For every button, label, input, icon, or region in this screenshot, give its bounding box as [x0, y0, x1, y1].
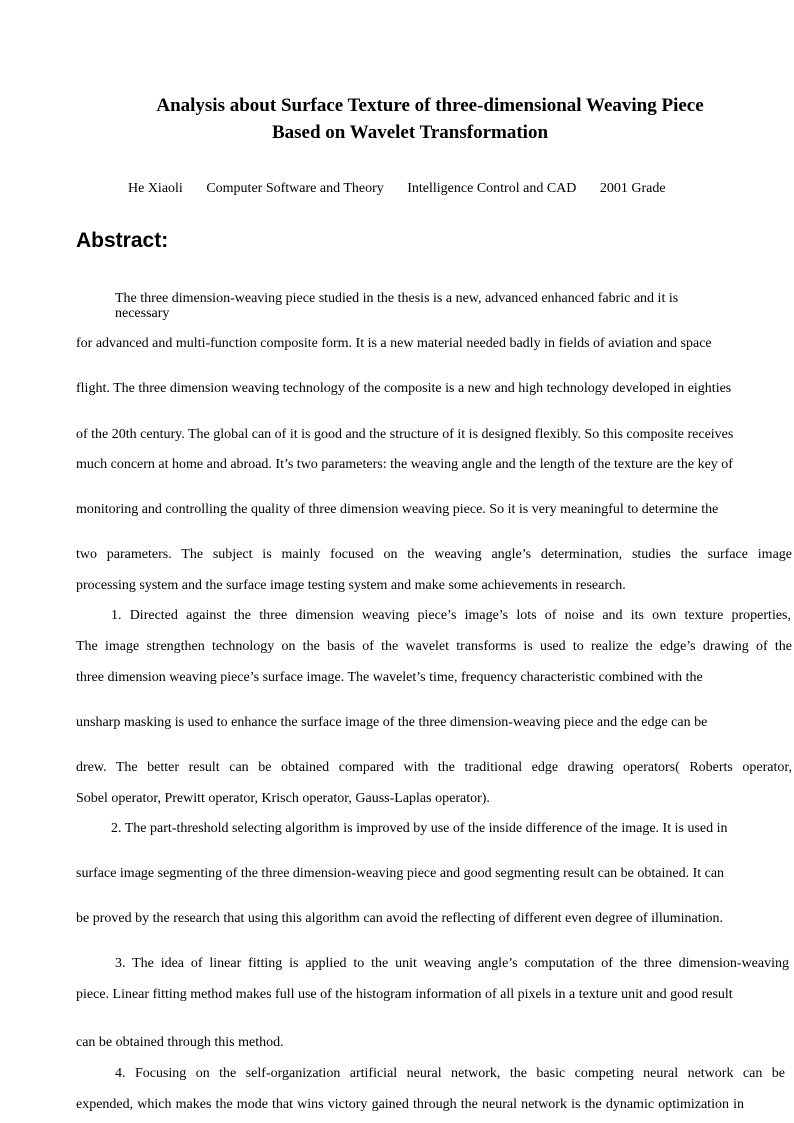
abstract-line: The image strengthen technology on the basis of the wavelet transforms is used to realize the edge’s drawing of the [76, 639, 792, 654]
abstract-line: flight. The three dimension weaving technology of the composite is a new and high technology developed in eighties [76, 381, 732, 396]
abstract-line: much concern at home and abroad. It’s two parameters: the weaving angle and the length of the texture are the key of [76, 457, 733, 472]
abstract-line: processing system and the surface image testing system and make some achievements in research. [76, 578, 626, 593]
abstract-line: for advanced and multi-function composite form. It is a new material needed badly in fields of aviation and space [76, 336, 712, 351]
author-direction: Intelligence Control and CAD [407, 181, 577, 196]
author-grade: 2001 Grade [599, 181, 666, 196]
abstract-line: Sobel operator, Prewitt operator, Krisch operator, Gauss-Laplas operator). [76, 791, 490, 806]
abstract-line: be proved by the research that using this algorithm can avoid the reflecting of different even degree of illumination. [76, 911, 724, 926]
abstract-line: unsharp masking is used to enhance the surface image of the three dimension-weaving piece and the edge can be [76, 715, 708, 730]
abstract-line: drew. The better result can be obtained compared with the traditional edge drawing operators( Roberts operator, [76, 760, 792, 775]
abstract-line: monitoring and controlling the quality of three dimension weaving piece. So it is very meaningful to determine the [76, 502, 719, 517]
abstract-line: 2. The part-threshold selecting algorithm is improved by use of the inside difference of the image. It is used in [111, 821, 728, 836]
abstract-heading: Abstract: [76, 229, 169, 252]
paper-title-line-2: Based on Wavelet Transformation [271, 122, 549, 143]
author-info [128, 181, 686, 197]
abstract-line: 1. Directed against the three dimension weaving piece’s image’s lots of noise and its own texture properties, [111, 608, 791, 623]
abstract-line: of the 20th century. The global can of it is good and the structure of it is designed flexibly. So this composite receives [76, 427, 734, 442]
abstract-line: can be obtained through this method. [76, 1035, 284, 1050]
abstract-line: 3. The idea of linear fitting is applied to the unit weaving angle’s computation of the three dimension-weaving [115, 956, 789, 971]
abstract-line: expended, which makes the mode that wins victory gained through the neural network is the dynamic optimization in [76, 1097, 744, 1112]
abstract-line: piece. Linear fitting method makes full use of the histogram information of all pixels in a texture unit and good result [76, 987, 733, 1002]
abstract-line: The three dimension-weaving piece studied in the thesis is a new, advanced enhanced fabric and it is necessary [115, 291, 679, 321]
paper-title-line-1: Analysis about Surface Texture of three-dimensional Weaving Piece [156, 95, 704, 116]
abstract-line: two parameters. The subject is mainly focused on the weaving angle’s determination, studies the surface image [76, 547, 792, 562]
abstract-line: surface image segmenting of the three dimension-weaving piece and good segmenting result can be obtained. It can [76, 866, 725, 881]
author-major: Computer Software and Theory [206, 181, 384, 196]
author-name: He Xiaoli [128, 181, 183, 196]
abstract-line: three dimension weaving piece’s surface image. The wavelet’s time, frequency characteristic combined with the [76, 670, 703, 685]
abstract-line: 4. Focusing on the self-organization artificial neural network, the basic competing neural network can be [115, 1066, 785, 1081]
